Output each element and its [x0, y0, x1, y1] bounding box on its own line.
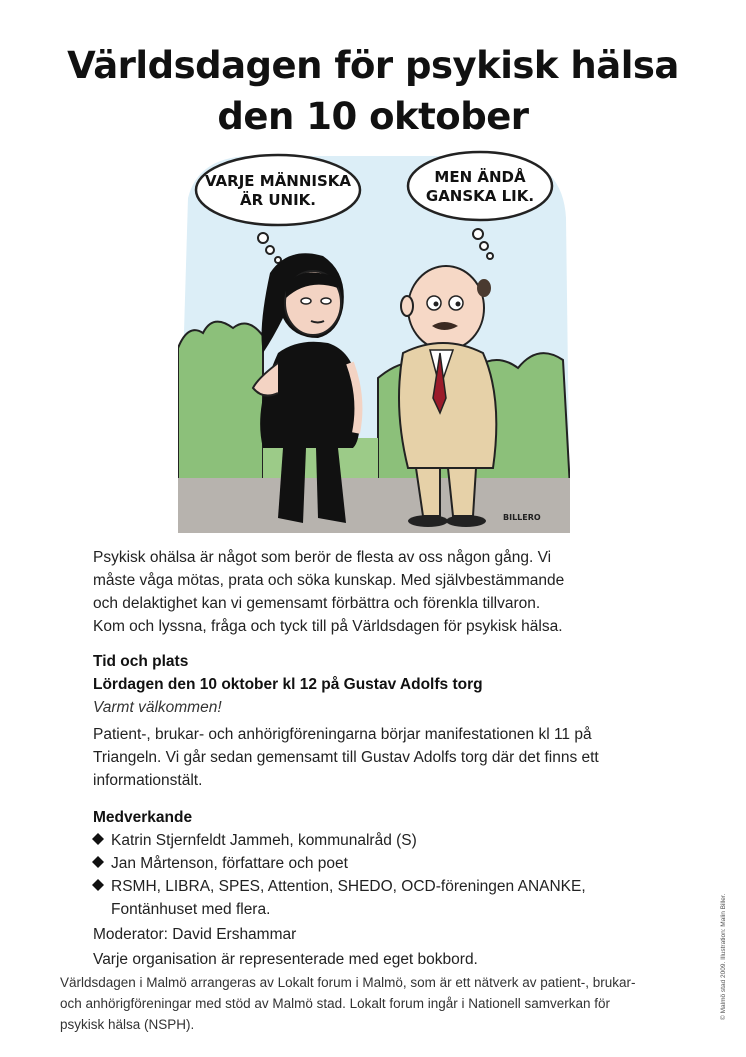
cartoon-illustration: [178, 138, 570, 533]
diamond-bullet-icon: [92, 879, 104, 891]
diamond-bullet-icon: [92, 856, 104, 868]
title-line-1: Världsdagen för psykisk hälsa: [67, 44, 679, 87]
title-line-2: den 10 oktober: [217, 95, 529, 138]
footer-line: och anhörigföreningar med stöd av Malmö stad. Lokalt forum ingår i Nationell samverkan för: [60, 996, 611, 1011]
artist-signature: BILLERO: [503, 513, 541, 522]
time-place-section: [93, 650, 693, 792]
list-item: RSMH, LIBRA, SPES, Attention, SHEDO, OCD-föreningen ANANKE, Fontänhuset med flera.: [93, 875, 693, 921]
details-line: informationstält.: [93, 772, 203, 789]
intro-line: Kom och lyssna, fråga och tyck till på Världsdagen för psykisk hälsa.: [93, 618, 563, 635]
intro-line: och delaktighet kan vi gemensamt förbättra och förenkla tillvaron.: [93, 595, 541, 612]
participants-section: [93, 806, 693, 971]
welcome-text: Varmt välkommen!: [93, 699, 222, 716]
event-date-location: Lördagen den 10 oktober kl 12 på Gustav Adolfs torg: [93, 676, 483, 693]
participants-heading: Medverkande: [93, 809, 193, 826]
details-line: Triangeln. Vi går sedan gemensamt till Gustav Adolfs torg där det finns ett: [93, 749, 599, 766]
details-line: Patient-, brukar- och anhörigföreningarna börjar manifestationen kl 11 på: [93, 726, 592, 743]
participants-list: [93, 829, 693, 921]
intro-paragraph: [93, 546, 693, 638]
bubble-right-line-1: MEN ÄNDÅ: [434, 168, 526, 186]
footer-line: Världsdagen i Malmö arrangeras av Lokalt forum i Malmö, som är ett nätverk av patient-, brukar-: [60, 975, 636, 990]
page-title: [0, 40, 746, 142]
footer-line: psykisk hälsa (NSPH).: [60, 1017, 195, 1032]
diamond-bullet-icon: [92, 833, 104, 845]
intro-line: måste våga mötas, prata och söka kunskap. Med självbestämmande: [93, 572, 565, 589]
moderator: Moderator: David Ershammar: [93, 926, 297, 943]
bubble-right-line-2: GANSKA LIK.: [425, 187, 535, 205]
copyright-credit: © Malmö stad 2009. Illustration: Malin Biller.: [720, 893, 727, 1020]
bubble-left-line-1: VARJE MÄNNISKA: [204, 172, 352, 190]
list-item: Jan Mårtenson, författare och poet: [93, 852, 693, 875]
bubble-left-line-2: ÄR UNIK.: [239, 191, 317, 209]
time-place-heading: Tid och plats: [93, 653, 189, 670]
main-content: [93, 546, 693, 971]
intro-line: Psykisk ohälsa är något som berör de flesta av oss någon gång. Vi: [93, 549, 552, 566]
footer-text: [60, 972, 700, 1035]
list-item: Katrin Stjernfeldt Jammeh, kommunalråd (S): [93, 829, 693, 852]
details-paragraph: [93, 723, 693, 792]
organisation-note: Varje organisation är representerade med eget bokbord.: [93, 951, 478, 968]
